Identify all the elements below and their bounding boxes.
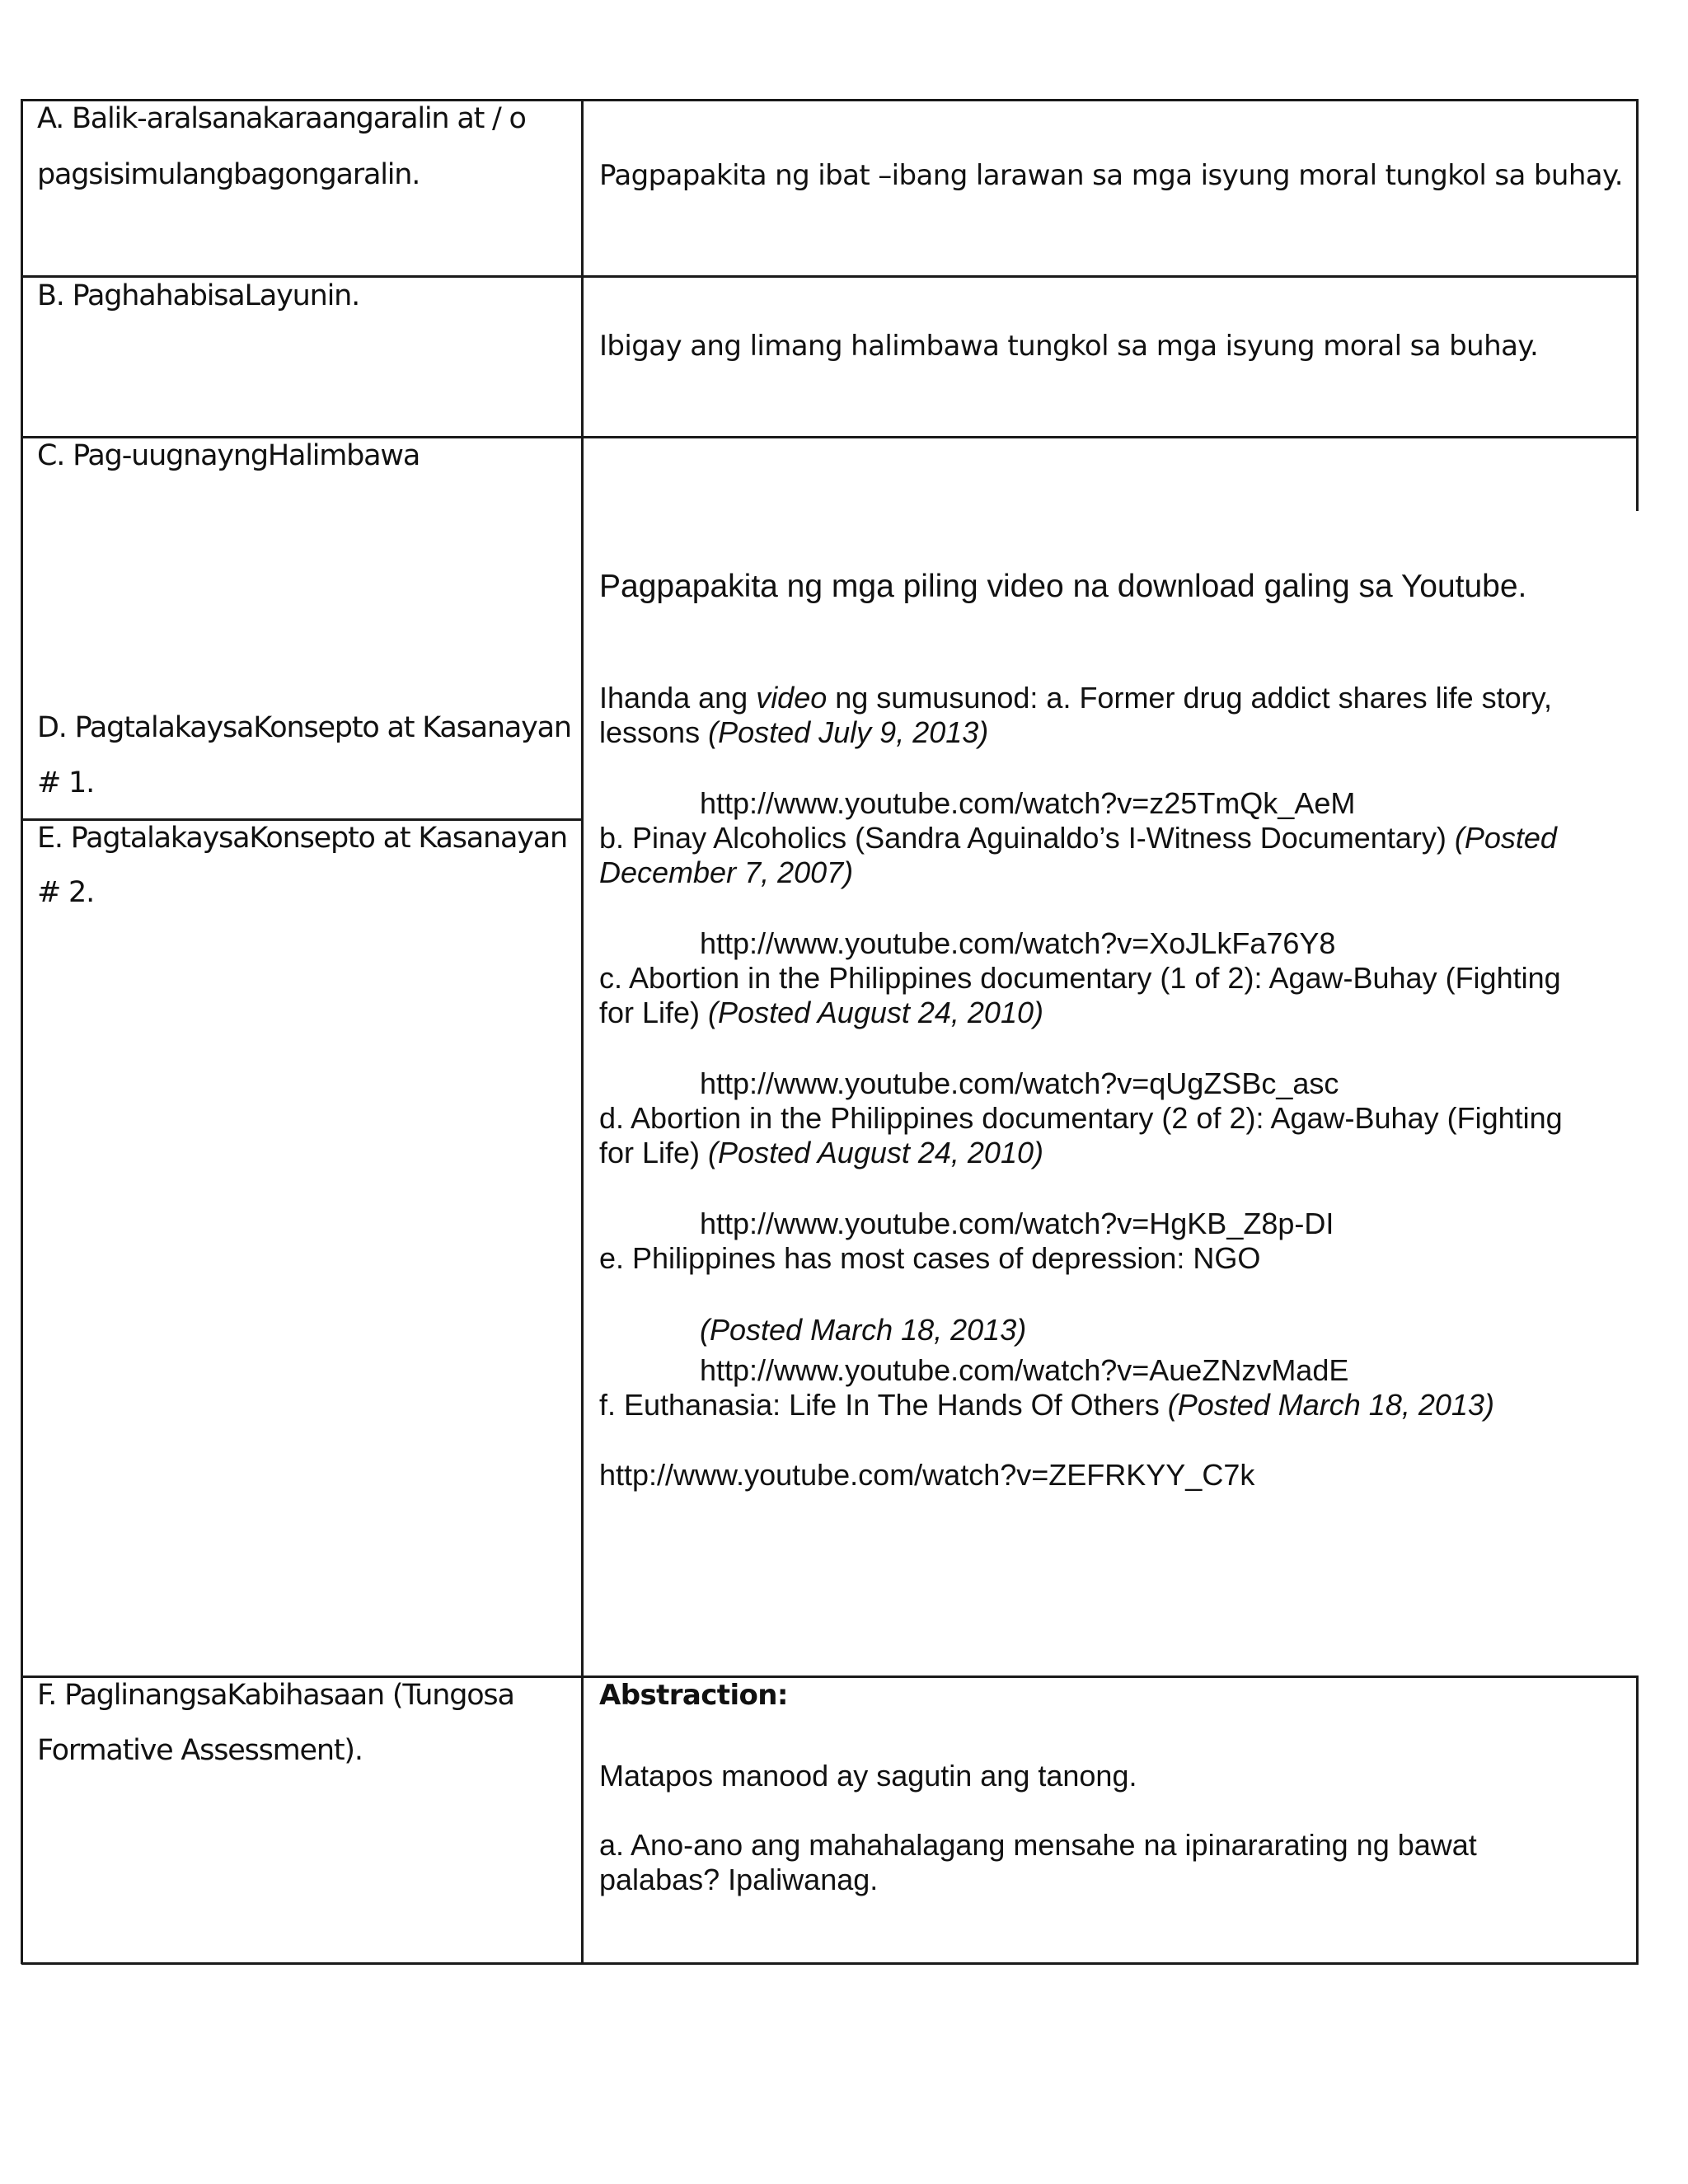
- row-a-label-line2: pagsisimulangbagongaralin.: [37, 158, 420, 191]
- row-c-label: C. Pag-uugnayngHalimbawa: [37, 439, 420, 472]
- row-d-label-line1: D. PagtalakaysaKonsepto at Kasanayan: [37, 711, 571, 744]
- row-e-label-line1: E. PagtalakaysaKonsepto at Kasanayan: [37, 822, 567, 855]
- row-a-content: Pagpapakita ng ibat –ibang larawan sa mga isyung moral tungkol sa buhay.: [599, 159, 1623, 192]
- row-a-label-line1: A. Balik-aralsanakaraangaralin at / o: [37, 102, 526, 135]
- row-f-label-line2: Formative Assessment).: [37, 1734, 363, 1767]
- row-divider-ef: [21, 1675, 1639, 1678]
- row-b-label: B. PaghahabisaLayunin.: [37, 279, 360, 312]
- video-d-line2: for Life) (Posted August 24, 2010): [599, 1136, 1043, 1169]
- video-a-line2: lessons (Posted July 9, 2013): [599, 715, 989, 749]
- video-c-line2: for Life) (Posted August 24, 2010): [599, 996, 1043, 1029]
- column-divider: [581, 99, 584, 1964]
- video-d-url[interactable]: http://www.youtube.com/watch?v=HgKB_Z8p-DI: [700, 1207, 1334, 1240]
- video-d-line1: d. Abortion in the Philippines documentary (2 of 2): Agaw-Buhay (Fighting: [599, 1101, 1563, 1135]
- row-divider-de: [21, 818, 583, 821]
- row-divider-bc: [21, 436, 1639, 438]
- row-f-question-line1: a. Ano-ano ang mahahalagang mensahe na ipinararating ng bawat: [599, 1828, 1477, 1862]
- table-right-border-lower: [1636, 1677, 1639, 1964]
- table-right-border-upper: [1636, 99, 1639, 511]
- video-f-line1: f. Euthanasia: Life In The Hands Of Others (Posted March 18, 2013): [599, 1388, 1494, 1422]
- video-b-line1: b. Pinay Alcoholics (Sandra Aguinaldo’s I-Witness Documentary) (Posted: [599, 821, 1557, 855]
- video-c-line1: c. Abortion in the Philippines documentary (1 of 2): Agaw-Buhay (Fighting: [599, 961, 1561, 995]
- row-c-content: Pagpapakita ng mga piling video na download galing sa Youtube.: [599, 569, 1527, 604]
- row-d-label-line2: # 1.: [37, 766, 95, 799]
- video-e-url[interactable]: http://www.youtube.com/watch?v=AueZNzvMadE: [700, 1353, 1349, 1387]
- row-f-label-line1: F. PaglinangsaKabihasaan (Tungosa: [37, 1679, 514, 1712]
- row-f-question-line2: palabas? Ipaliwanag.: [599, 1863, 879, 1896]
- row-divider-ab: [21, 275, 1639, 278]
- row-f-heading: Abstraction:: [599, 1679, 788, 1712]
- video-b-line2: December 7, 2007): [599, 855, 854, 889]
- row-b-content: Ibigay ang limang halimbawa tungkol sa mga isyung moral sa buhay.: [599, 330, 1539, 363]
- video-e-posted: (Posted March 18, 2013): [700, 1313, 1027, 1347]
- table-left-border: [21, 99, 23, 1964]
- video-intro: Ihanda ang video ng sumusunod: a. Former drug addict shares life story,: [599, 681, 1552, 715]
- video-e-line1: e. Philippines has most cases of depression: NGO: [599, 1241, 1261, 1275]
- video-b-url[interactable]: http://www.youtube.com/watch?v=XoJLkFa76Y8: [700, 926, 1336, 960]
- row-e-label-line2: # 2.: [37, 876, 95, 909]
- video-a-url[interactable]: http://www.youtube.com/watch?v=z25TmQk_AeM: [700, 786, 1356, 820]
- video-f-url[interactable]: http://www.youtube.com/watch?v=ZEFRKYY_C7k: [599, 1458, 1255, 1492]
- row-f-instruction: Matapos manood ay sagutin ang tanong.: [599, 1759, 1137, 1793]
- table-bottom-border: [21, 1962, 1639, 1965]
- table-top-border: [21, 99, 1639, 101]
- video-c-url[interactable]: http://www.youtube.com/watch?v=qUgZSBc_asc: [700, 1066, 1339, 1100]
